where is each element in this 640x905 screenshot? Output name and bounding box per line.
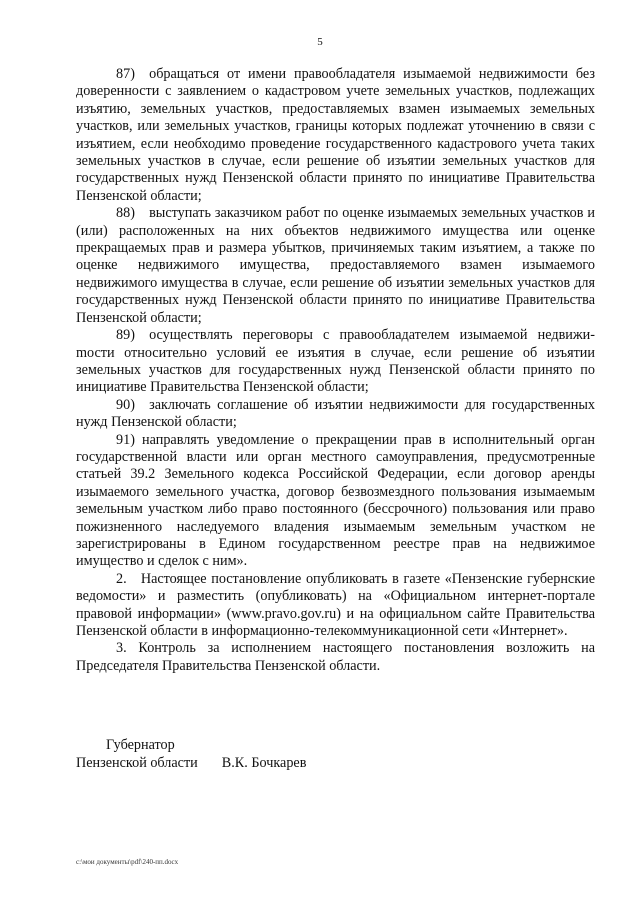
page-number: 5 [317,36,323,48]
document-body [76,66,595,675]
paragraph-89: 89) осуществлять переговоры с правообладателем изымаемой недвижиmости относительно условий ее изъятия в случае, если решение об изъятии земельных участков для государственных нужд Пензенской области принято по инициативе Правительства Пензенской области; [76,327,595,396]
signature-region: Пензенской области [76,755,198,771]
signature-line [76,754,476,772]
signature-name: В.К. Бочкарев [221,755,307,771]
paragraph-publication: 2. Настоящее постановление опубликовать в газете «Пензенские губернские ведомости» и разместить (опубликовать) на «Официальном интернет-портале правовой информации» (www.pravo.gov.ru) и на официальном сайте Правительства Пензенской области в информационно-телекоммуникационной сети «Интернет». [76,570,595,639]
paragraph-90: 90) заключать соглашение об изъятии недвижимости для государственных нужд Пензенской области; [76,396,595,431]
paragraph-control: 3. Контроль за исполнением настоящего постановления возложить на Председателя Правительства Пензенской области. [76,640,595,674]
signature-block [76,736,476,772]
paragraph-87: 87) обращаться от имени правообладателя изымаемой недвижимости без доверенности с заявлением о кадастровом учете земельных участков, подлежащих изъятию, земельных участков, предоставляемых взамен изымаемых земельных участков, или земельных участков, границы которых подлежат уточнению в связи с изъятием, если необходимо проведение государственного кадастрового учета таких земельных участков в случае, если решение об изъятии земельных участков для государственных нужд Пензенской области принято по инициативе Правительства Пензенской области; [76,66,595,204]
paragraph-91: 91) направлять уведомление о прекращении прав в исполнительный орган государственной власти или орган местного самоуправления, предусмотренные статьей 39.2 Земельного кодекса Российской Федерации, если договор аренды изымаемого земельного участка, договор безвозмездного пользования изымаемым земельным участком либо право постоянного (бессрочного) пользования или право пожизненного наследуемого владения изымаемым земельным участком не зарегистрированы в Едином государственном реестре прав на недвижимое имущество и сделок с ним». [76,431,595,570]
signature-title: Губернатор [106,737,175,753]
paragraph-88: 88) выступать заказчиком работ по оценке изымаемых земельных участков и (или) расположенных на них объектов недвижимого имущества или оценке прекращаемых прав и размера убытков, причиняемых таким изъятием, а также по оценке недвижимого имущества, предоставляемого взамен изымаемого недвижимого имущества в случае, если решение об изъятии земельных участков для государственных нужд Пензенской области принято по инициативе Правительства Пензенской области; [76,205,595,326]
footer-file-path: c:\мои документы\pdf\240-пп.docx [76,858,179,866]
